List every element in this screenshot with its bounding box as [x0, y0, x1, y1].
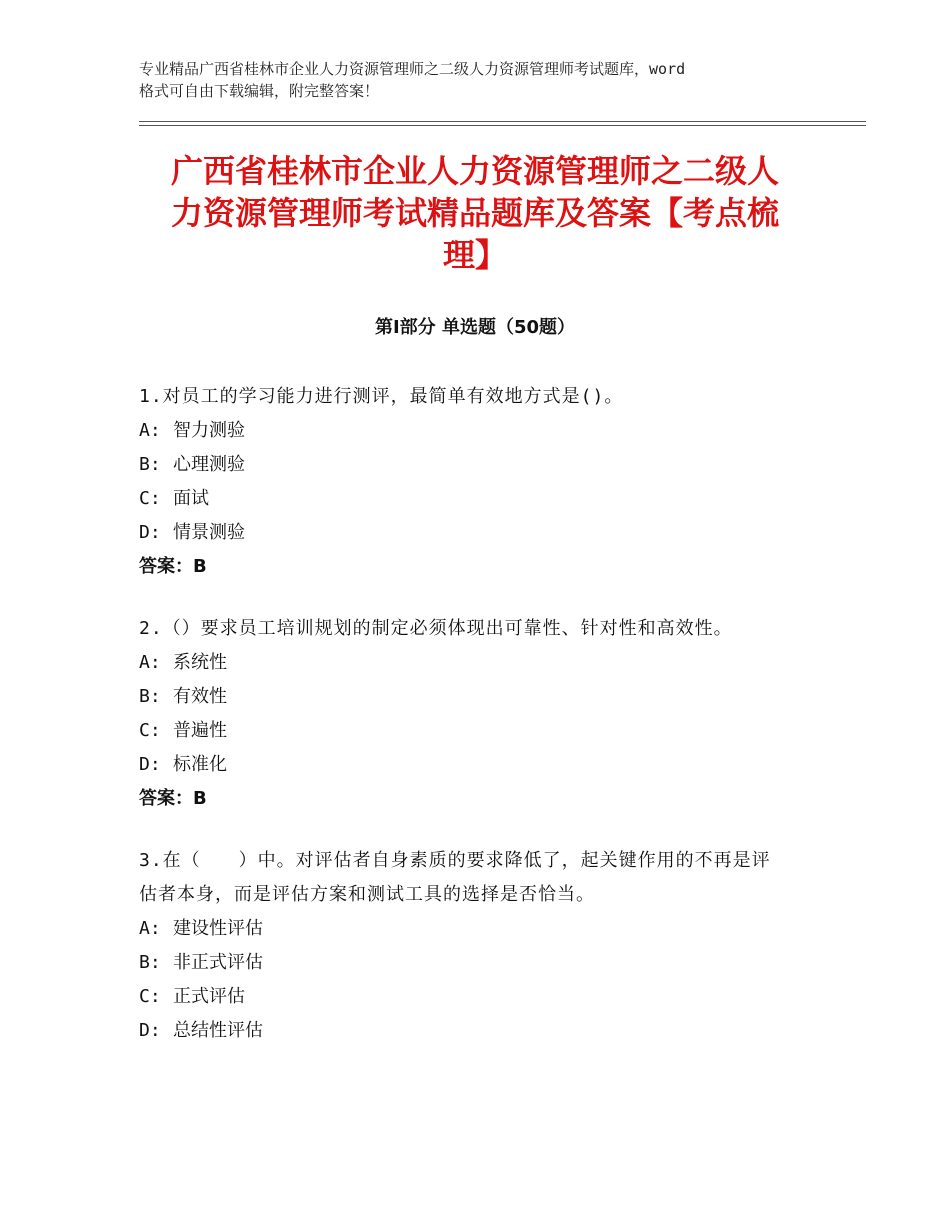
- header-divider-secondary: [139, 125, 866, 126]
- option-b: [139, 448, 789, 482]
- option-letter: B:: [139, 454, 161, 475]
- question-stem: 2.（）要求员工培训规划的制定必须体现出可靠性、针对性和高效性。: [139, 618, 733, 639]
- option-c: [139, 714, 789, 748]
- option-text: 有效性: [173, 686, 227, 707]
- document-title: [120, 150, 830, 276]
- option-text: 智力测验: [173, 420, 245, 441]
- question-stem: 3.在（ ）中。对评估者自身素质的要求降低了，起关键作用的不再是评估者本身，而是评估方案和测试工具的选择是否恰当。: [139, 850, 771, 905]
- option-text: 面试: [173, 488, 209, 509]
- option-a: [139, 912, 789, 946]
- question-1: [139, 380, 789, 584]
- option-text: 普遍性: [173, 720, 227, 741]
- section-title: 第Ⅰ部分 单选题（50题）: [374, 317, 575, 338]
- option-text: 非正式评估: [173, 952, 263, 973]
- option-a: [139, 414, 789, 448]
- option-b: [139, 680, 789, 714]
- option-letter: A:: [139, 420, 161, 441]
- option-c: [139, 482, 789, 516]
- option-letter: A:: [139, 652, 161, 673]
- option-letter: C:: [139, 720, 161, 741]
- option-text: 系统性: [173, 652, 227, 673]
- option-letter: D:: [139, 522, 161, 543]
- question-list: [139, 380, 789, 1076]
- option-text: 总结性评估: [173, 1020, 263, 1041]
- option-letter: B:: [139, 686, 161, 707]
- option-d: [139, 1014, 789, 1048]
- option-c: [139, 980, 789, 1014]
- option-letter: D:: [139, 754, 161, 775]
- header-note-line2: 格式可自由下载编辑，附完整答案！: [139, 82, 380, 100]
- document-title-line2: 力资源管理师考试精品题库及答案【考点梳: [170, 194, 779, 232]
- option-letter: C:: [139, 488, 161, 509]
- option-text: 情景测验: [173, 522, 245, 543]
- option-text: 标准化: [173, 754, 227, 775]
- option-text: 心理测验: [173, 454, 245, 475]
- question-2: [139, 612, 789, 816]
- option-b: [139, 946, 789, 980]
- option-letter: B:: [139, 952, 161, 973]
- document-title-line3: 理】: [442, 236, 507, 274]
- header-divider: [139, 121, 866, 122]
- option-a: [139, 646, 789, 680]
- question-stem: 1.对员工的学习能力进行测评，最简单有效地方式是()。: [139, 386, 624, 407]
- document-title-line1: 广西省桂林市企业人力资源管理师之二级人: [170, 152, 779, 190]
- option-d: [139, 516, 789, 550]
- option-letter: A:: [139, 918, 161, 939]
- header-note-line1: 专业精品广西省桂林市企业人力资源管理师之二级人力资源管理师考试题库，word: [139, 60, 686, 78]
- option-text: 建设性评估: [173, 918, 263, 939]
- option-letter: C:: [139, 986, 161, 1007]
- option-d: [139, 748, 789, 782]
- question-answer: 答案：B: [139, 788, 207, 809]
- question-3: [139, 844, 789, 1048]
- header-note: [139, 58, 829, 102]
- option-letter: D:: [139, 1020, 161, 1041]
- option-text: 正式评估: [173, 986, 245, 1007]
- question-answer: 答案：B: [139, 556, 207, 577]
